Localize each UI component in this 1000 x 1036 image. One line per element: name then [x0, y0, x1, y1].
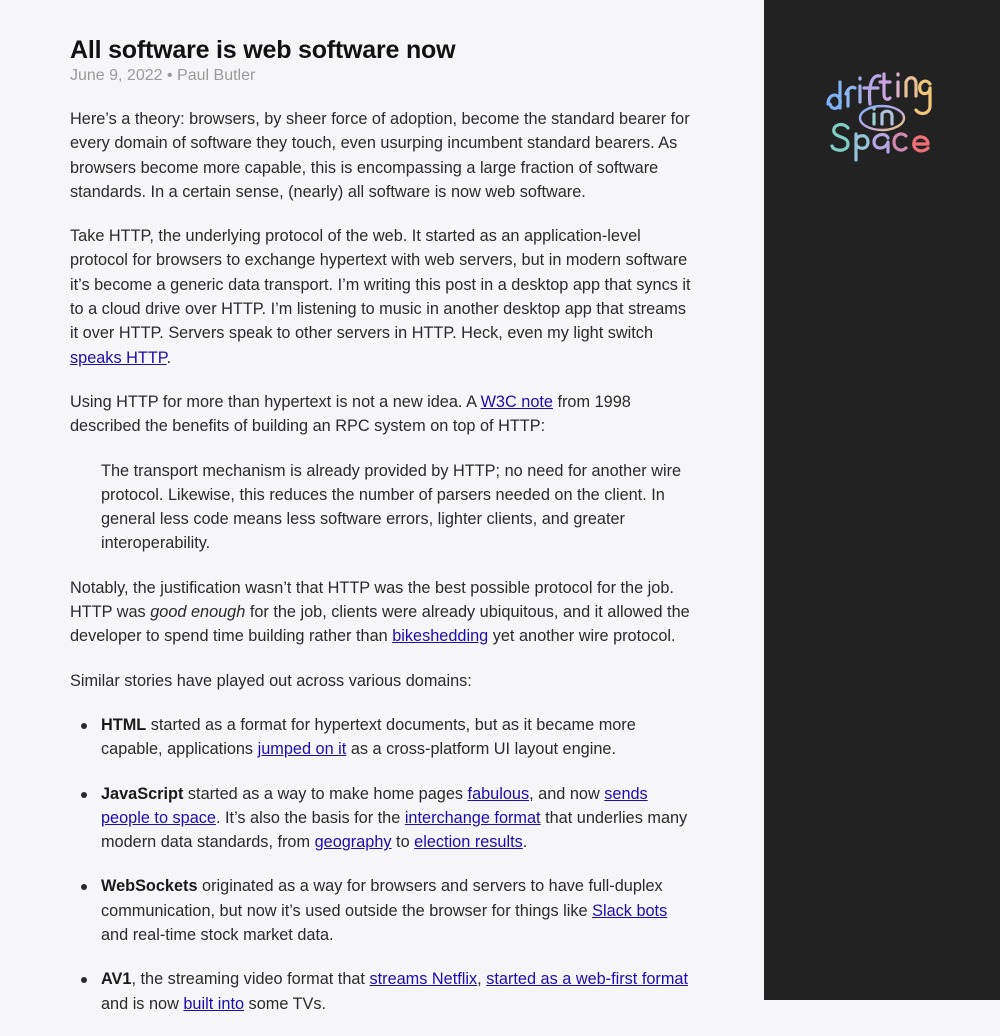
speaks-http-link[interactable]: speaks HTTP	[70, 348, 167, 367]
paragraph-2	[70, 224, 696, 370]
list-item-text: and is now	[101, 994, 184, 1013]
jumped-on-it-link[interactable]: jumped on it	[257, 740, 347, 759]
list-item-title: AV1	[101, 970, 132, 989]
geography-link[interactable]: geography	[314, 833, 392, 852]
bikeshedding-link[interactable]: bikeshedding	[392, 627, 489, 646]
post-author: Paul Butler	[177, 67, 256, 84]
w3c-note-link[interactable]: W3C note	[480, 392, 553, 411]
sends-people-to-space-link[interactable]: sends people to space	[101, 784, 648, 827]
paragraph-3-text-a: Using HTTP for more than hypertext is not a new idea. A	[70, 392, 481, 411]
paragraph-4-text-c: yet another wire protocol.	[488, 627, 676, 646]
list-item-text: started as a way to make home pages	[183, 784, 468, 803]
emphasis-good-enough: good enough	[150, 603, 246, 622]
paragraph-1: Here’s a theory: browsers, by sheer force of adoption, become the standard bearer for every domain of software they touch, even usurping incumbent standard bearers. As browsers become more capable, this is encompassing a large fraction of software standards. In a certain sense, (nearly) all software is now web software.	[70, 110, 690, 201]
post-meta	[70, 66, 696, 86]
list-item-text: originated as a way for browsers and servers to have full-duplex communication, but now it’s used outside the browser for things like	[101, 877, 663, 920]
quote-text: The transport mechanism is already provided by HTTP; no need for another wire protocol. Likewise, this reduces the number of parsers needed on the client. In general less code means less software errors, lighter clients, and greater interoperability.	[101, 461, 682, 553]
article	[70, 34, 696, 1036]
list-item-text: .	[522, 833, 528, 852]
list-item-text: and real-time stock market data.	[101, 926, 334, 945]
list-item-text: . It’s also the basis for the	[215, 808, 405, 827]
list-item-title: WebSockets	[101, 877, 198, 896]
meta-separator: •	[166, 67, 173, 84]
list-item-text: that underlies many modern data standards, from	[101, 808, 688, 852]
fabulous-link[interactable]: fabulous	[467, 784, 530, 803]
list-item-text: as a cross-platform UI layout engine.	[346, 740, 616, 759]
paragraph-3	[70, 390, 696, 439]
domain-list	[70, 713, 696, 1016]
built-into-link[interactable]: built into	[183, 994, 245, 1013]
list-item-text: to	[391, 833, 415, 852]
list-item-text: , the streaming video format that	[131, 970, 370, 989]
list-item-text: , and now	[529, 784, 605, 803]
page-title: All software is web software now	[70, 36, 456, 64]
election-results-link[interactable]: election results	[414, 833, 523, 852]
paragraph-2-end: .	[166, 348, 172, 367]
list-item-title: HTML	[101, 715, 147, 734]
post-date: June 9, 2022	[70, 67, 163, 84]
list-item-websockets	[101, 874, 696, 947]
paragraph-2-text: Take HTTP, the underlying protocol of the web. It started as an application-level protocol for browsers to exchange hypertext with web servers, but in modern software it’s become a generic data transport. I’m writing this post in a desktop app that syncs it to a cloud drive over HTTP. I’m listening to music in another desktop app that streams it over HTTP. Servers speak to other servers in HTTP. Heck, even my light switch	[70, 227, 691, 343]
paragraph-3-text-b: from 1998 described the benefits of building an RPC system on top of HTTP:	[70, 392, 631, 436]
blockquote	[101, 459, 696, 556]
list-item-javascript	[101, 782, 696, 855]
list-item-title: JavaScript	[101, 784, 184, 803]
interchange-format-link[interactable]: interchange format	[404, 808, 541, 827]
paragraph-4-text-a: Notably, the justification wasn’t that HTTP was the best possible protocol for the job. HTTP was	[70, 578, 674, 622]
slack-bots-link[interactable]: Slack bots	[592, 901, 668, 920]
list-item-av1	[101, 967, 696, 1016]
drifting-in-space-logo-icon[interactable]	[818, 42, 946, 170]
list-item-text: ,	[477, 970, 487, 989]
web-first-format-link[interactable]: started as a web-first format	[486, 970, 688, 989]
list-item-text: started as a format for hypertext documents, but as it became more capable, applications	[101, 715, 636, 759]
list-item-text: some TVs.	[244, 994, 327, 1013]
paragraph-5: Similar stories have played out across various domains:	[70, 671, 472, 690]
list-item-html	[101, 713, 696, 762]
paragraph-4	[70, 576, 696, 649]
streams-netflix-link[interactable]: streams Netflix	[369, 970, 478, 989]
paragraph-4-text-b: for the job, clients were already ubiquitous, and it allowed the developer to spend time building rather than	[70, 603, 690, 646]
